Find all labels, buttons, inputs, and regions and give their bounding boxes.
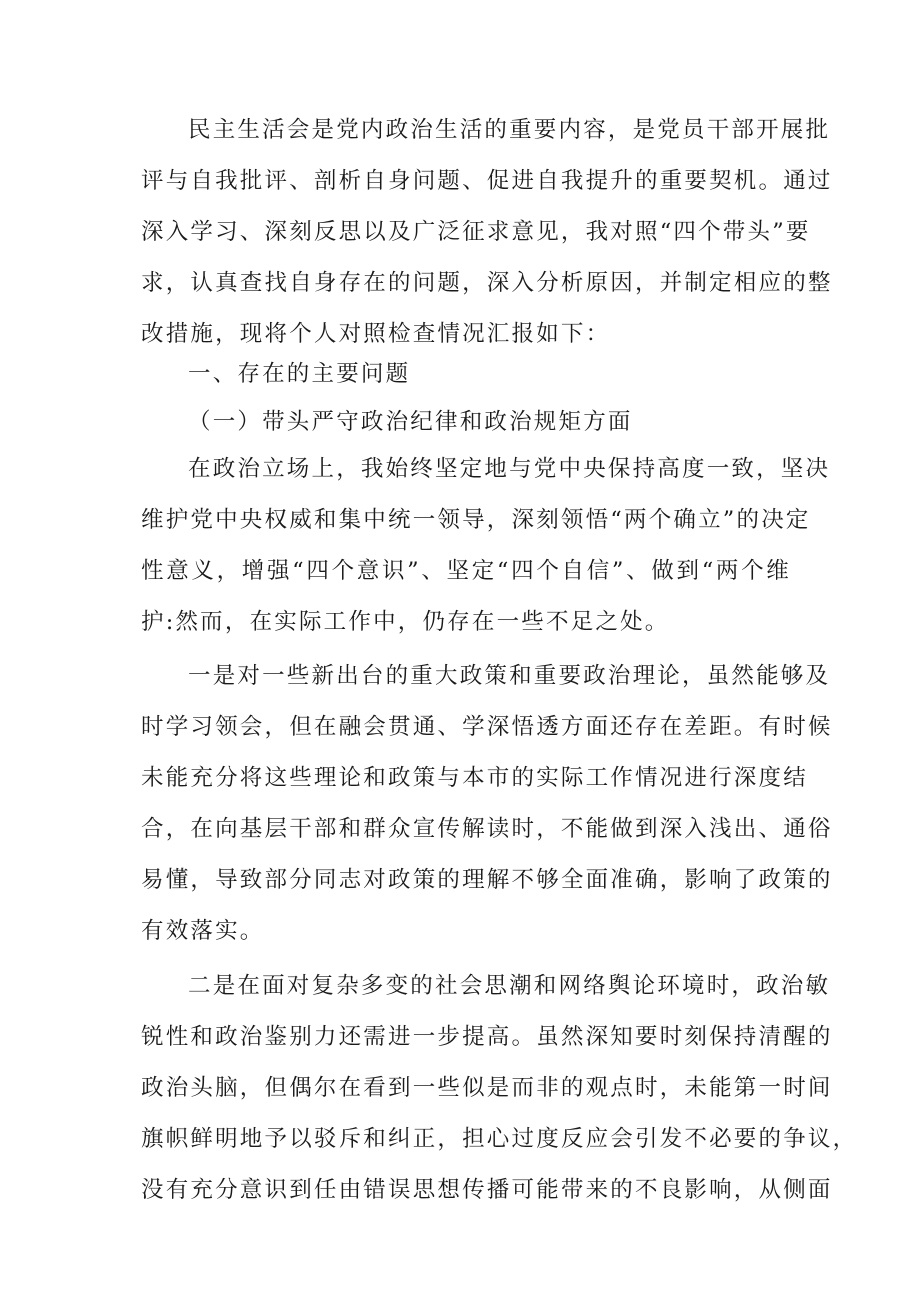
text-line: 评与自我批评、剖析自身问题、促进自我提升的重要契机。通过 (141, 168, 833, 194)
text-line: 时学习领会，但在融会贯通、学深悟透方面还存在差距。有时候 (141, 714, 833, 740)
text-line: 维护党中央权威和集中统一领导，深刻领悟“两个确立”的决定 (141, 507, 811, 533)
section-heading: 一、存在的主要问题 (188, 361, 411, 387)
text-line: 有效落实。 (141, 918, 265, 944)
text-line: 锐性和政治鉴别力还需进一步提高。虽然深知要时刻保持清醒的 (141, 1024, 833, 1050)
text-line: 在政治立场上，我始终坚定地与党中央保持高度一致，坚决 (188, 456, 831, 482)
text-line: 一是对一些新出台的重大政策和重要政治理论，虽然能够及 (188, 663, 831, 689)
text-line: 政治头脑，但偶尔在看到一些似是而非的观点时，未能第一时间 (141, 1075, 833, 1101)
text-line: 旗帜鲜明地予以驳斥和纠正，担心过度反应会引发不必要的争议， (141, 1126, 858, 1152)
text-line: 易懂，导致部分同志对政策的理解不够全面准确，影响了政策的 (141, 867, 833, 893)
text-line: 二是在面对复杂多变的社会思潮和网络舆论环境时，政治敏 (188, 973, 831, 999)
text-line: 没有充分意识到任由错误思想传播可能带来的不良影响，从侧面 (141, 1177, 833, 1203)
text-line: 求，认真查找自身存在的问题，深入分析原因，并制定相应的整 (141, 270, 833, 296)
text-line: 护:然而，在实际工作中，仍存在一些不足之处。 (141, 609, 670, 635)
text-line: 深入学习、深刻反思以及广泛征求意见，我对照“四个带头”要 (141, 219, 811, 245)
text-line: 合，在向基层干部和群众宣传解读时，不能做到深入浅出、通俗 (141, 816, 833, 842)
text-line: 民主生活会是党内政治生活的重要内容，是党员干部开展批 (188, 117, 831, 143)
text-line: 性意义，增强“四个意识”、坚定“四个自信”、做到“两个维 (141, 558, 791, 584)
text-line: 改措施，现将个人对照检查情况汇报如下： (141, 321, 611, 347)
subsection-heading: （一）带头严守政治纪律和政治规矩方面 (188, 409, 633, 435)
text-line: 未能充分将这些理论和政策与本市的实际工作情况进行深度结 (141, 765, 808, 791)
